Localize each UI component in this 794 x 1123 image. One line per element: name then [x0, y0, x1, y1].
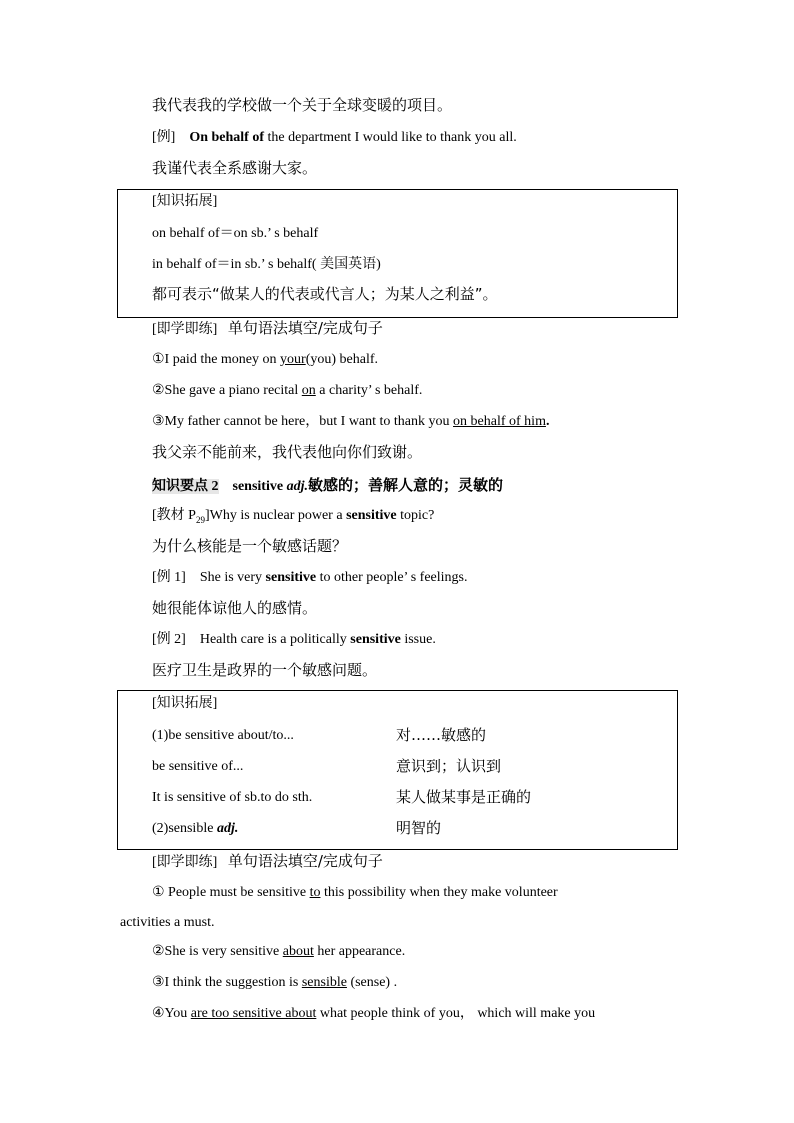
practice-header [152, 851, 383, 873]
practice-tag: [即学即练] [152, 322, 218, 337]
answer-blank: on [301, 383, 316, 398]
box-row-zh: 明智的 [396, 819, 442, 837]
exercise-text: ③My father cannot be here，but I want to thank you [152, 414, 454, 429]
point-word: sensitive [232, 479, 284, 494]
example-text: She is very [199, 570, 266, 585]
exercise-item [152, 412, 549, 432]
example-text: the department I would like to thank you all. [264, 130, 517, 145]
textbook-text: ]Why is nuclear power a [204, 508, 347, 523]
example-tag: [例 1] [152, 570, 186, 585]
box-line: on behalf of＝on sb.’ s behalf [152, 226, 319, 241]
exercise-item [152, 883, 558, 903]
practice-instruction: 单句语法填空/完成句子 [227, 319, 383, 337]
example-tag: [例] [152, 130, 176, 145]
example-text: Health care is a politically [199, 632, 351, 647]
answer-blank: sensible [301, 975, 347, 990]
knowledge-point-heading [152, 475, 503, 497]
example-line [152, 630, 436, 650]
box-line: in behalf of＝in sb.’ s behalf( 美国英语) [152, 257, 381, 272]
exercise-text: her appearance. [313, 944, 406, 959]
exercise-text: ②She is very sensitive [152, 944, 283, 959]
point-meaning: 敏感的；善解人意的；灵敏的 [307, 476, 503, 494]
example-line [152, 128, 517, 148]
practice-instruction: 单句语法填空/完成句子 [227, 852, 383, 870]
example-text: issue. [400, 632, 436, 647]
example-text: to other people’ s feelings. [316, 570, 468, 585]
textbook-text: topic? [396, 508, 435, 523]
exercise-item [152, 942, 405, 962]
box-row-en: It is sensitive of sb.to do sth. [152, 790, 313, 805]
exercise-text: a charity’ s behalf. [315, 383, 423, 398]
exercise-item [152, 1004, 595, 1024]
box-row-en-text: (2)sensible [152, 821, 217, 836]
box-row-zh: 对……敏感的 [396, 726, 487, 744]
box-line-zh: 都可表示“做某人的代表或代言人；为某人之利益”。 [152, 285, 498, 303]
exercise-item-cont: activities a must. [120, 915, 215, 930]
box-row-en: (1)be sensitive about/to... [152, 728, 294, 743]
keyword: sensitive [346, 508, 397, 523]
example-keyword: On behalf of [189, 130, 265, 145]
sentence-zh: 我代表我的学校做一个关于全球变暖的项目。 [152, 96, 453, 114]
exercise-text: ④You [152, 1006, 191, 1021]
box-title: [知识拓展] [152, 696, 218, 711]
exercise-text: what people think of you， which will make you [316, 1006, 596, 1021]
answer-blank: are too sensitive about [190, 1006, 317, 1021]
point-tag: 知识要点 2 [152, 479, 219, 494]
box-row-pos: adj. [216, 821, 239, 836]
answer-blank: about [282, 944, 314, 959]
box-row-zh: 某人做某事是正确的 [396, 788, 532, 806]
translation-zh: 我谨代表全系感谢大家。 [152, 159, 318, 177]
exercise-text: . [545, 414, 550, 429]
answer-blank: your [280, 352, 306, 367]
page-subscript: 29 [195, 514, 205, 525]
translation-zh: 为什么核能是一个敏感话题？ [152, 537, 348, 555]
translation-zh: 我父亲不能前来，我代表他向你们致谢。 [152, 443, 423, 461]
keyword: sensitive [350, 632, 401, 647]
box-row-zh: 意识到；认识到 [396, 757, 502, 775]
exercise-item [152, 973, 397, 993]
exercise-text: ① People must be sensitive [152, 885, 310, 900]
answer-blank: to [309, 885, 321, 900]
exercise-text: this possibility when they make volunteer [320, 885, 558, 900]
box-row-en: be sensitive of... [152, 759, 244, 774]
point-pos: adj. [286, 479, 308, 494]
practice-header [152, 318, 383, 340]
box-row-en [152, 819, 238, 839]
keyword: sensitive [265, 570, 317, 585]
exercise-item [152, 381, 422, 401]
translation-zh: 医疗卫生是政界的一个敏感问题。 [152, 661, 378, 679]
exercise-text: ③I think the suggestion is [152, 975, 302, 990]
answer-blank: on behalf of him [453, 414, 546, 429]
textbook-sentence [152, 506, 434, 530]
textbook-text: [教材 P [152, 508, 196, 523]
example-tag: [例 2] [152, 632, 186, 647]
exercise-text: (sense) . [346, 975, 398, 990]
translation-zh: 她很能体谅他人的感情。 [152, 599, 318, 617]
exercise-text: ②She gave a piano recital [152, 383, 302, 398]
exercise-item [152, 350, 378, 370]
example-line [152, 568, 467, 588]
exercise-text: (you) behalf. [305, 352, 379, 367]
practice-tag: [即学即练] [152, 855, 218, 870]
exercise-text: ①I paid the money on [152, 352, 281, 367]
box-title: [知识拓展] [152, 194, 218, 209]
